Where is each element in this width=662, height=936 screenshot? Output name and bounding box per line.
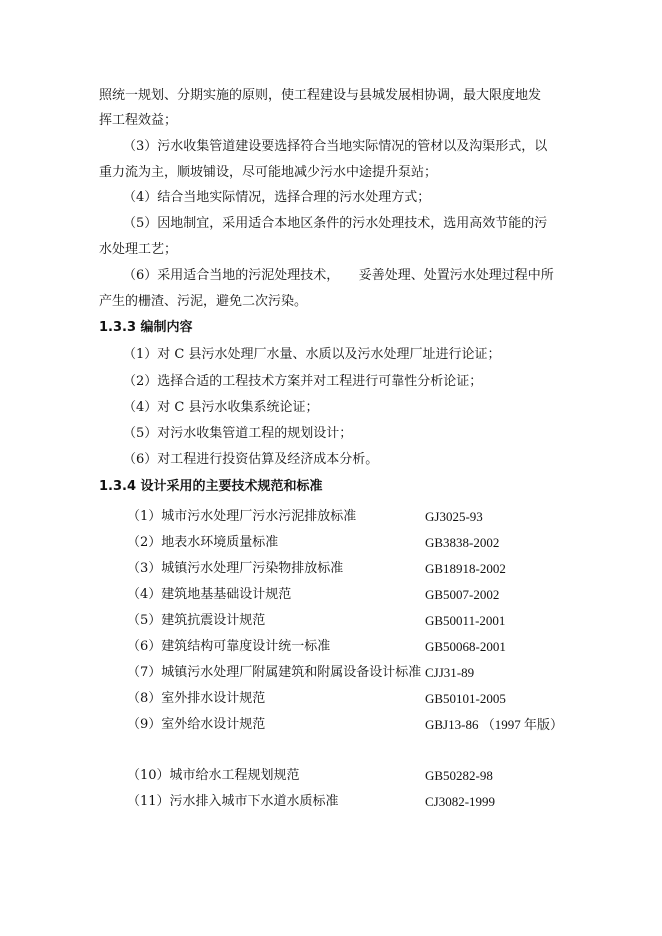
- list-item: （2）选择合适的工程技术方案并对工程进行可靠性分析论证；: [123, 374, 483, 389]
- standard-code: GB50282-98: [425, 768, 493, 783]
- standard-code: GB3838-2002: [425, 535, 500, 550]
- standard-name: （7）城镇污水处理厂附属建筑和附属设备设计标准: [127, 665, 422, 680]
- paragraph-text: 照统一规划、分期实施的原则，使工程建设与县城发展相协调，最大限度地发: [99, 88, 542, 103]
- section-heading: 1.3.3 编制内容: [99, 320, 193, 335]
- paragraph-text: 重力流为主，顺坡铺设，尽可能地减少污水中途提升泵站；: [99, 165, 438, 180]
- standard-code: GB50011-2001: [425, 613, 506, 628]
- standard-code: CJ3082-1999: [425, 794, 496, 809]
- standard-code: GBJ13-86 （1997 年版）: [425, 717, 563, 732]
- standard-code: CJJ31-89: [425, 665, 475, 680]
- standard-name: （1）城市污水处理厂污水污泥排放标准: [127, 509, 357, 524]
- standard-code: GB50068-2001: [425, 639, 506, 654]
- list-item: （5）对污水收集管道工程的规划设计；: [123, 426, 353, 441]
- list-item: （6）对工程进行投资估算及经济成本分析。: [123, 452, 379, 467]
- paragraph-text: （5）因地制宜，采用适合本地区条件的污水处理技术，选用高效节能的污: [123, 216, 548, 231]
- standard-name: （2）地表水环境质量标准: [127, 535, 279, 550]
- standard-code: GB50101-2005: [425, 691, 506, 706]
- standard-name: （5）建筑抗震设计规范: [127, 613, 266, 628]
- standard-name: （10）城市给水工程规划规范: [127, 768, 300, 783]
- list-item: （1）对 C 县污水处理厂水量、水质以及污水处理厂址进行论证；: [123, 347, 501, 362]
- standard-name: （3）城镇污水处理厂污染物排放标准: [127, 561, 344, 576]
- standard-code: GJ3025-93: [425, 509, 483, 524]
- standard-name: （8）室外排水设计规范: [127, 691, 266, 706]
- paragraph-text: （4）结合当地实际情况，选择合理的污水处理方式；: [123, 190, 431, 205]
- standard-name: （9）室外给水设计规范: [127, 717, 266, 732]
- paragraph-text: （6）采用适合当地的污泥处理技术， 妥善处理、处置污水处理过程中所: [123, 268, 554, 283]
- standard-code: GB18918-2002: [425, 561, 506, 576]
- paragraph-text: 水处理工艺；: [99, 242, 178, 257]
- paragraph-text: （3）污水收集管道建设要选择符合当地实际情况的管材以及沟渠形式，以: [123, 139, 548, 154]
- standard-name: （4）建筑地基基础设计规范: [127, 587, 292, 602]
- list-item: （4）对 C 县污水收集系统论证；: [123, 400, 319, 415]
- standard-name: （11）污水排入城市下水道水质标准: [127, 794, 339, 809]
- standard-code: GB5007-2002: [425, 587, 500, 602]
- paragraph-text: 产生的栅渣、污泥，避免二次污染。: [99, 294, 308, 309]
- section-heading: 1.3.4 设计采用的主要技术规范和标准: [99, 479, 323, 494]
- standard-name: （6）建筑结构可靠度设计统一标准: [127, 639, 331, 654]
- paragraph-text: 挥工程效益；: [99, 113, 178, 128]
